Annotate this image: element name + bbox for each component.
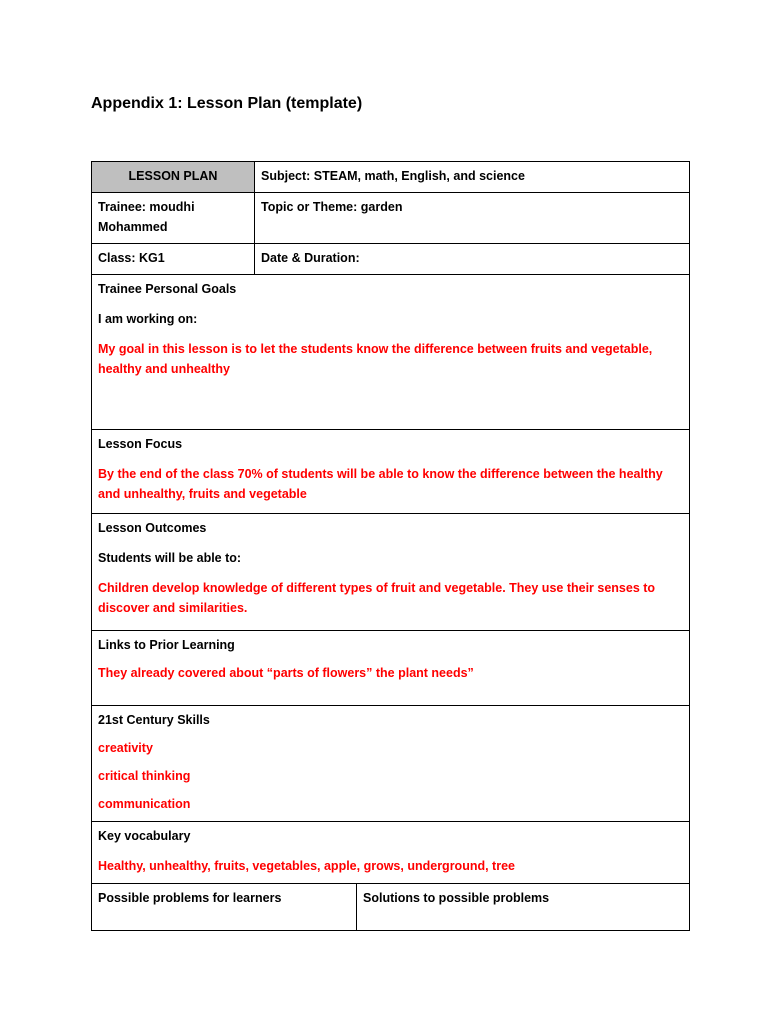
header-row-2 (92, 193, 690, 244)
skill-item: communication (98, 797, 191, 811)
lesson-outcomes-cell (92, 514, 690, 631)
lesson-focus-row (92, 430, 690, 514)
lesson-plan-label-cell (92, 162, 255, 193)
topic-text: Topic or Theme: garden (261, 200, 403, 214)
trainee-cell (92, 193, 255, 244)
class-text: Class: KG1 (98, 251, 165, 265)
skill-item: critical thinking (98, 769, 191, 783)
topic-cell (255, 193, 690, 244)
lesson-focus-text: By the end of the class 70% of students will be able to know the difference between the healthy and unhealthy, fruits and vegetable (98, 467, 663, 501)
lesson-outcomes-text: Children develop knowledge of different types of fruit and vegetable. They use their senses to discover and similarities. (98, 581, 656, 615)
vocabulary-cell (92, 822, 690, 884)
lesson-focus-cell (92, 430, 690, 514)
document-heading: Appendix 1: Lesson Plan (template) (91, 95, 363, 112)
prior-learning-title: Links to Prior Learning (98, 638, 235, 652)
subject-cell (255, 162, 690, 193)
lesson-outcomes-title: Lesson Outcomes (98, 521, 207, 535)
vocabulary-row (92, 822, 690, 884)
prior-learning-row (92, 631, 690, 706)
lesson-plan-table (91, 161, 690, 931)
prior-learning-text: They already covered about “parts of flowers” the plant needs” (98, 666, 474, 680)
vocabulary-text: Healthy, unhealthy, fruits, vegetables, apple, grows, underground, tree (98, 859, 515, 873)
problems-row (92, 884, 690, 931)
lesson-outcomes-subtitle: Students will be able to: (98, 551, 242, 565)
solutions-cell (357, 884, 690, 931)
subject-text: Subject: STEAM, math, English, and science (261, 169, 525, 183)
lesson-outcomes-row (92, 514, 690, 631)
personal-goals-row (92, 275, 690, 430)
prior-learning-cell (92, 631, 690, 706)
date-duration-text: Date & Duration: (261, 251, 360, 265)
vocabulary-title: Key vocabulary (98, 829, 191, 843)
skills-row (92, 706, 690, 822)
problems-cell (92, 884, 357, 931)
class-cell (92, 244, 255, 275)
personal-goals-text: My goal in this lesson is to let the students know the difference between fruits and vegetable, healthy and unhealthy (98, 342, 653, 376)
personal-goals-title: Trainee Personal Goals (98, 282, 237, 296)
date-duration-cell (255, 244, 690, 275)
lesson-focus-title: Lesson Focus (98, 437, 183, 451)
trainee-text: Trainee: moudhi Mohammed (98, 200, 195, 234)
header-row-3 (92, 244, 690, 275)
personal-goals-cell (92, 275, 690, 430)
solutions-label: Solutions to possible problems (363, 891, 550, 905)
problems-label: Possible problems for learners (98, 891, 282, 905)
skills-cell (92, 706, 690, 822)
lesson-plan-label: LESSON PLAN (128, 169, 218, 183)
skill-item: creativity (98, 741, 153, 755)
personal-goals-working-on: I am working on: (98, 312, 198, 326)
header-row-1 (92, 162, 690, 193)
skills-title: 21st Century Skills (98, 713, 210, 727)
